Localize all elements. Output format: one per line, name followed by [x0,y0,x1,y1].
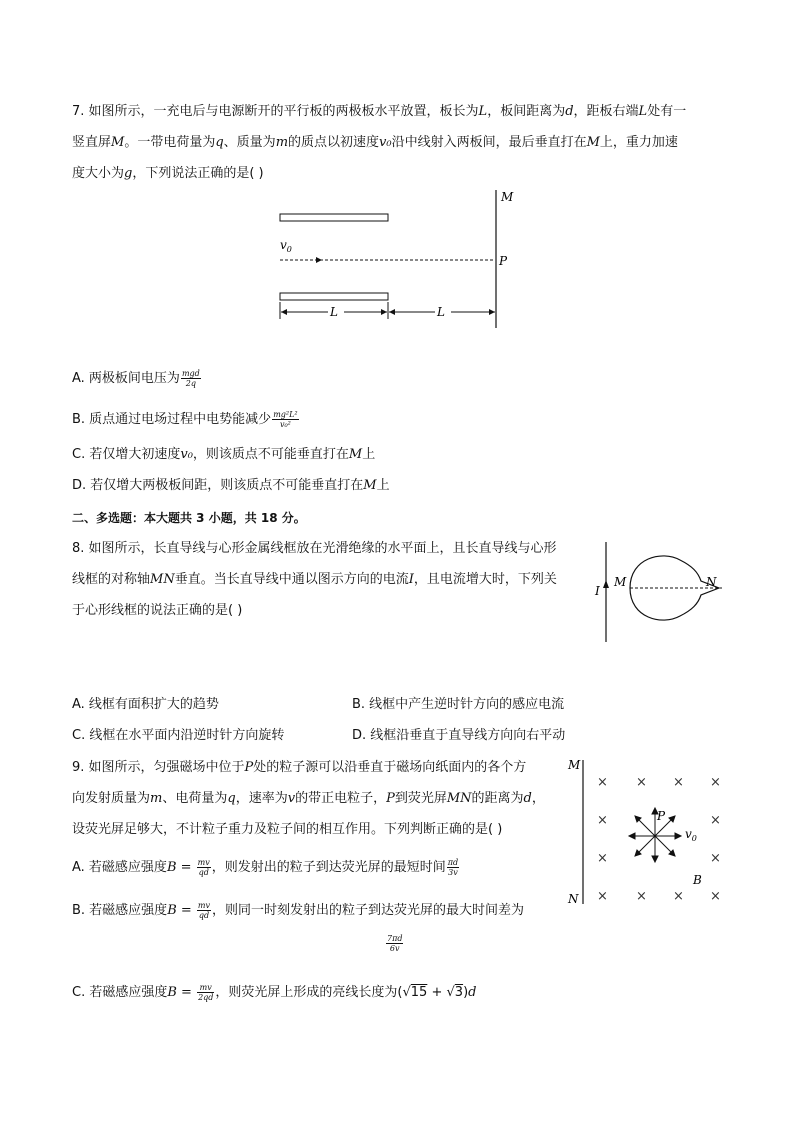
field-x-mark: × [710,813,721,828]
field-x-mark: × [673,889,684,904]
q7-line1: 7. 如图所示，一充电后与电源断开的平行板的两极板水平放置，板长为L，板间距离为d，距板右端L处有一 [72,104,687,119]
q7-option-a: A. 两极板间电压为 $\frac{\text{mgd}}{2q}$ [72,369,200,388]
q8-figure [592,538,732,648]
q7-figure [270,185,520,335]
screen-M-label: M [501,190,514,204]
dim-L1-label: L [330,305,338,319]
q7-option-d: D. 若仅增大两极板间距，则该质点不可能垂直打在M上 [72,478,390,493]
q8-option-b: B. 线框中产生逆时针方向的感应电流 [352,697,565,712]
field-x-mark: × [673,775,684,790]
q8-line3: 于心形线框的说法正确的是( ) [72,603,243,618]
q7-option-b: B. 质点通过电场过程中电势能减少 $\frac{\text{mg²L²}}{\text{v₀²}}$ [72,410,298,429]
q9-option-b: B. 若磁感应强度B = $\frac{mv}{qd}$ ，则同一时刻发射出的粒子到达荧光屏的最大时间差为 [72,901,525,920]
q8-option-a: A. 线框有面积扩大的趋势 [72,697,219,712]
axis-M-label: M [614,575,627,589]
q8-option-c: C. 线框在水平面内沿逆时针方向旋转 [72,728,285,743]
screen-N-label: N [568,892,579,906]
field-x-mark: × [597,775,608,790]
q9-figure [565,752,735,912]
q8-line1: 8. 如图所示，长直导线与心形金属线框放在光滑绝缘的水平面上，且长直导线与心形 [72,541,557,556]
q9-option-c: C. 若磁感应强度B = $\frac{mv}{2qd}$ ，则荧光屏上形成的亮线长度为(√15 + √3)d [72,983,477,1002]
point-P-label: P [499,254,508,268]
dim-L2-label: L [437,305,445,319]
current-arrow-icon [603,580,609,588]
v0-label: $v_0$ [685,827,697,843]
q8-line2: 线框的对称轴MN垂直。当长直导线中通以图示方向的电流I，且电流增大时，下列关 [72,572,557,587]
dim-arrow-icon [489,309,495,315]
screen-M-label: M [568,758,581,772]
field-B-label: B [693,873,702,887]
section-2-heading: 二、多选题：本大题共 3 小题，共 18 分。 [72,511,306,525]
q9-line3: 设荧光屏足够大，不计粒子重力及粒子间的相互作用。下列判断正确的是( ) [72,822,503,837]
v0-arrow-icon [316,257,322,263]
q9-line1: 9. 如图所示，匀强磁场中位于P处的粒子源可以沿垂直于磁场向纸面内的各个方 [72,760,527,775]
dim-arrow-icon [389,309,395,315]
field-x-mark: × [710,889,721,904]
upper-plate [280,214,388,221]
field-x-mark: × [636,889,647,904]
dim-arrow-icon [381,309,387,315]
field-x-mark: × [597,889,608,904]
q9-option-a: A. 若磁感应强度B = $\frac{mv}{qd}$ ，则发射出的粒子到达荧光屏的最短时间 $\frac{\pi d}{3v}$ [72,858,459,877]
field-x-mark: × [597,813,608,828]
v0-label: $v_0$ [280,238,292,254]
emission-arrows [629,808,681,862]
q7-option-c: C. 若仅增大初速度v₀，则该质点不可能垂直打在M上 [72,447,376,462]
axis-N-label: N [706,575,717,589]
source-P-label: P [657,809,666,823]
dim-arrow-icon [281,309,287,315]
q7-line3: 度大小为g，下列说法正确的是( ) [72,166,264,181]
q9-line2: 向发射质量为m、电荷量为q，速率为v的带正电粒子，P到荧光屏MN的距离为d， [72,791,545,806]
q8-option-d: D. 线框沿垂直于直导线方向向右平动 [352,728,566,743]
current-I-label: I [595,584,600,598]
lower-plate [280,293,388,300]
field-x-mark: × [636,775,647,790]
field-x-mark: × [710,851,721,866]
field-x-mark: × [710,775,721,790]
field-x-mark: × [597,851,608,866]
q7-line2: 竖直屏M。一带电荷量为q、质量为m的质点以初速度v₀沿中线射入两板间，最后垂直打在M上，重力加速 [72,135,678,150]
q9-option-b-answer-fraction: $\frac{7\pi d}{6v}$ [387,934,403,953]
